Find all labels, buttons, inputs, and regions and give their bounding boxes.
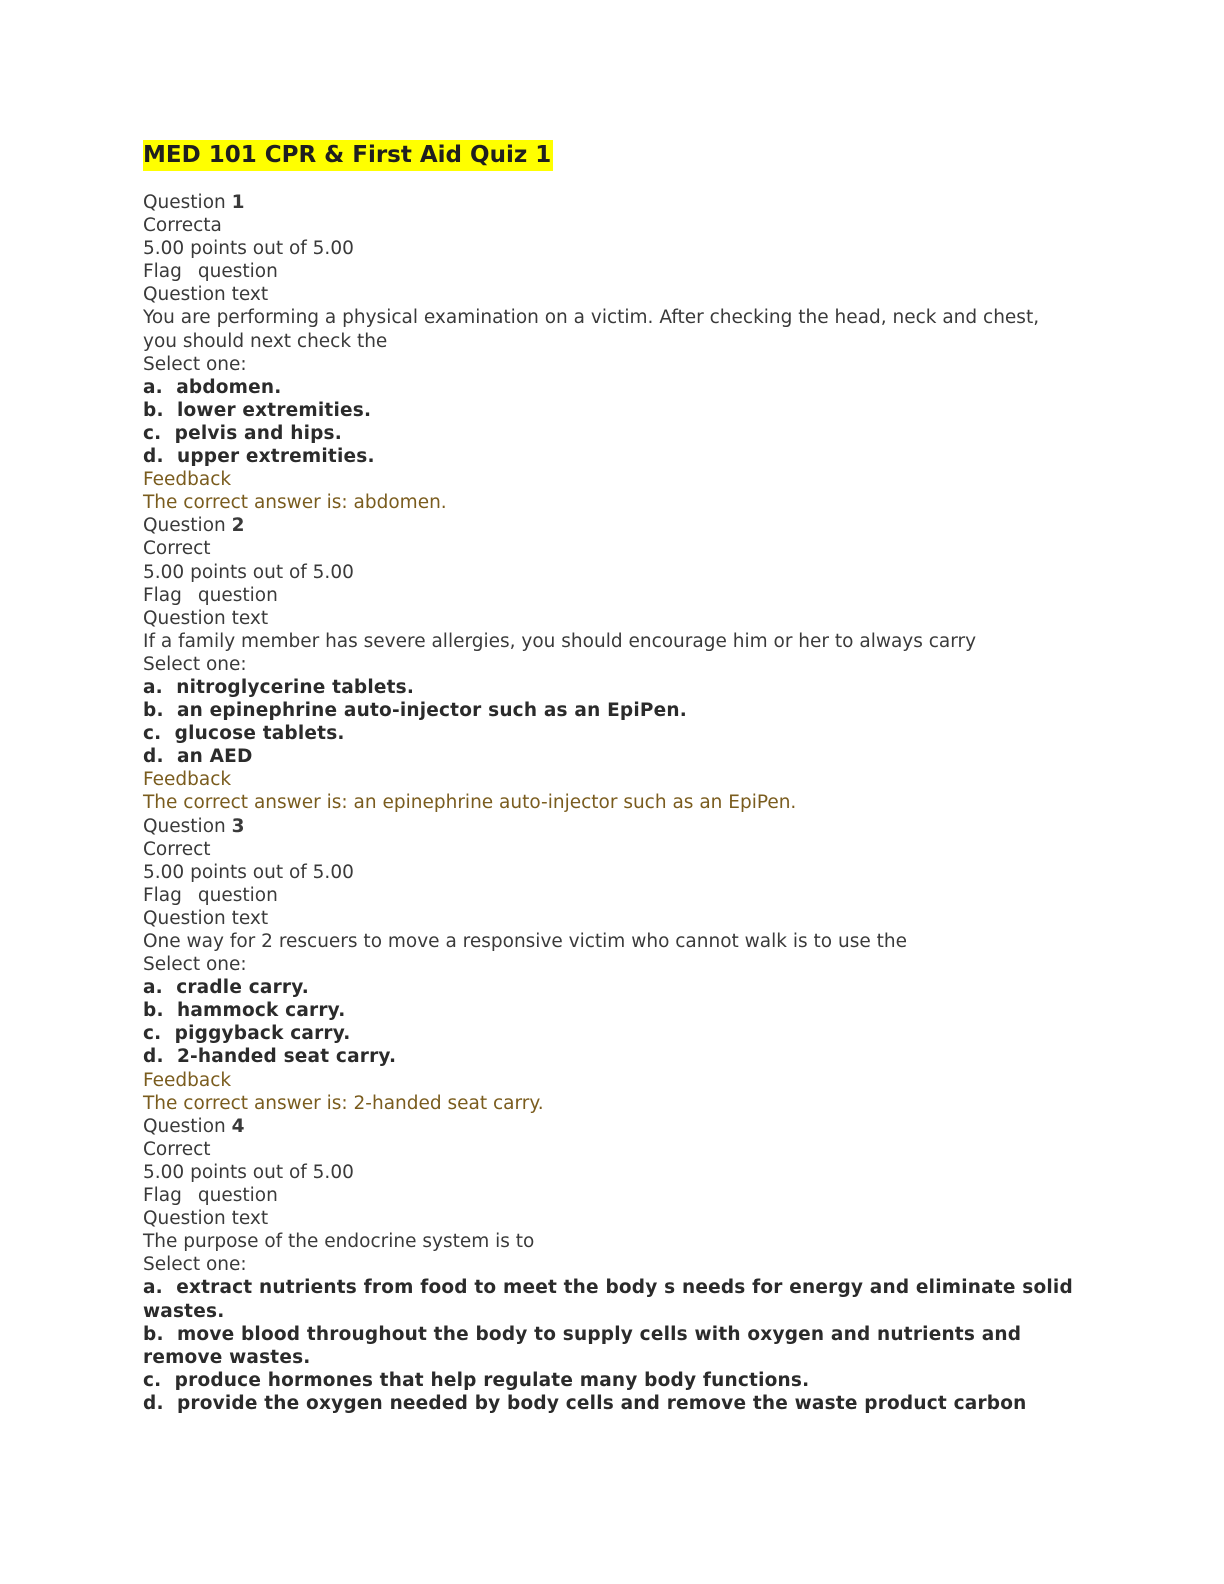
feedback-label: Feedback [143,769,232,791]
question-number: 4 [231,1115,245,1137]
flag-word: question [197,884,278,906]
question-text-label: Question text [143,1208,269,1230]
correct-answer-text: The correct answer is: 2-handed seat carry. [143,1092,544,1114]
correct-answer-text: The correct answer is: abdomen. [143,492,447,514]
flag-label: Flag [143,884,182,906]
flag-question-link[interactable] [143,1184,1073,1207]
correct-answer-text: The correct answer is: an epinephrine auto-injector such as an EpiPen. [143,792,797,814]
answer-option-b[interactable]: b. move blood throughout the body to supply cells with oxygen and nutrients and remove wastes. [143,1323,1028,1368]
answer-option-b[interactable]: b. hammock carry. [143,1000,346,1022]
question-label: Question [143,192,226,213]
flag-label: Flag [143,584,182,606]
answer-option-d[interactable]: d. upper extremities. [143,446,375,468]
question-block-2 [143,514,1073,814]
question-text-label: Question text [143,907,269,929]
flag-label: Flag [143,261,182,283]
question-text-label: Question text [143,607,269,629]
flag-word: question [197,261,278,283]
question-heading [143,1115,1073,1138]
question-status: Correcta [143,215,222,237]
question-points: 5.00 points out of 5.00 [143,561,354,583]
flag-word: question [197,1185,278,1207]
question-text: One way for 2 rescuers to move a responsive victim who cannot walk is to use the [143,931,907,952]
question-points: 5.00 points out of 5.00 [143,238,354,260]
answer-option-c[interactable]: c. piggyback carry. [143,1023,351,1045]
question-status: Correct [143,538,211,560]
answer-option-a[interactable]: a. extract nutrients from food to meet the body s needs for energy and eliminate solid wastes. [143,1277,1080,1322]
question-block-3 [143,815,1073,1115]
question-status: Correct [143,1138,211,1160]
answer-option-d[interactable]: d. 2-handed seat carry. [143,1046,397,1068]
select-one-label: Select one: [143,954,247,976]
answer-option-d[interactable]: d. an AED [143,746,253,768]
answer-option-c[interactable]: c. produce hormones that help regulate many body functions. [143,1369,810,1391]
quiz-document [143,140,1080,1415]
select-one-label: Select one: [143,353,247,375]
question-points: 5.00 points out of 5.00 [143,1161,354,1183]
flag-label: Flag [143,1185,182,1207]
question-text: You are performing a physical examination on a victim. After checking the head, neck and chest, you should next check the [143,307,1045,352]
question-block-4 [143,1115,1080,1415]
question-label: Question [143,1115,226,1137]
flag-question-link[interactable] [143,884,1073,907]
question-heading [143,815,1073,838]
answer-option-b[interactable]: b. an epinephrine auto-injector such as an EpiPen. [143,700,688,722]
question-block-1 [143,191,1073,514]
select-one-label: Select one: [143,653,247,675]
answer-option-a[interactable]: a. abdomen. [143,376,282,398]
question-label: Question [143,815,226,837]
flag-question-link[interactable] [143,260,1073,283]
answer-option-c[interactable]: c. glucose tablets. [143,723,345,745]
question-text-label: Question text [143,284,269,306]
page-title: MED 101 CPR & First Aid Quiz 1 [143,140,553,171]
flag-question-link[interactable] [143,584,1073,607]
question-text: The purpose of the endocrine system is to [143,1231,535,1253]
question-number: 1 [231,192,245,213]
answer-option-a[interactable]: a. nitroglycerine tablets. [143,676,415,698]
question-status: Correct [143,838,211,860]
answer-option-b[interactable]: b. lower extremities. [143,399,372,421]
feedback-label: Feedback [143,1069,232,1091]
answer-option-a[interactable]: a. cradle carry. [143,977,310,999]
question-number: 2 [231,515,245,537]
flag-word: question [197,584,278,606]
answer-option-c[interactable]: c. pelvis and hips. [143,422,342,444]
select-one-label: Select one: [143,1254,247,1276]
question-text: If a family member has severe allergies, you should encourage him or her to always carry [143,630,977,652]
question-points: 5.00 points out of 5.00 [143,861,354,883]
question-label: Question [143,515,226,537]
answer-option-d[interactable]: d. provide the oxygen needed by body cells and remove the waste product carbon [143,1392,1027,1414]
question-number: 3 [231,815,245,837]
feedback-label: Feedback [143,469,232,491]
question-heading [143,514,1073,537]
question-heading [143,191,1073,214]
